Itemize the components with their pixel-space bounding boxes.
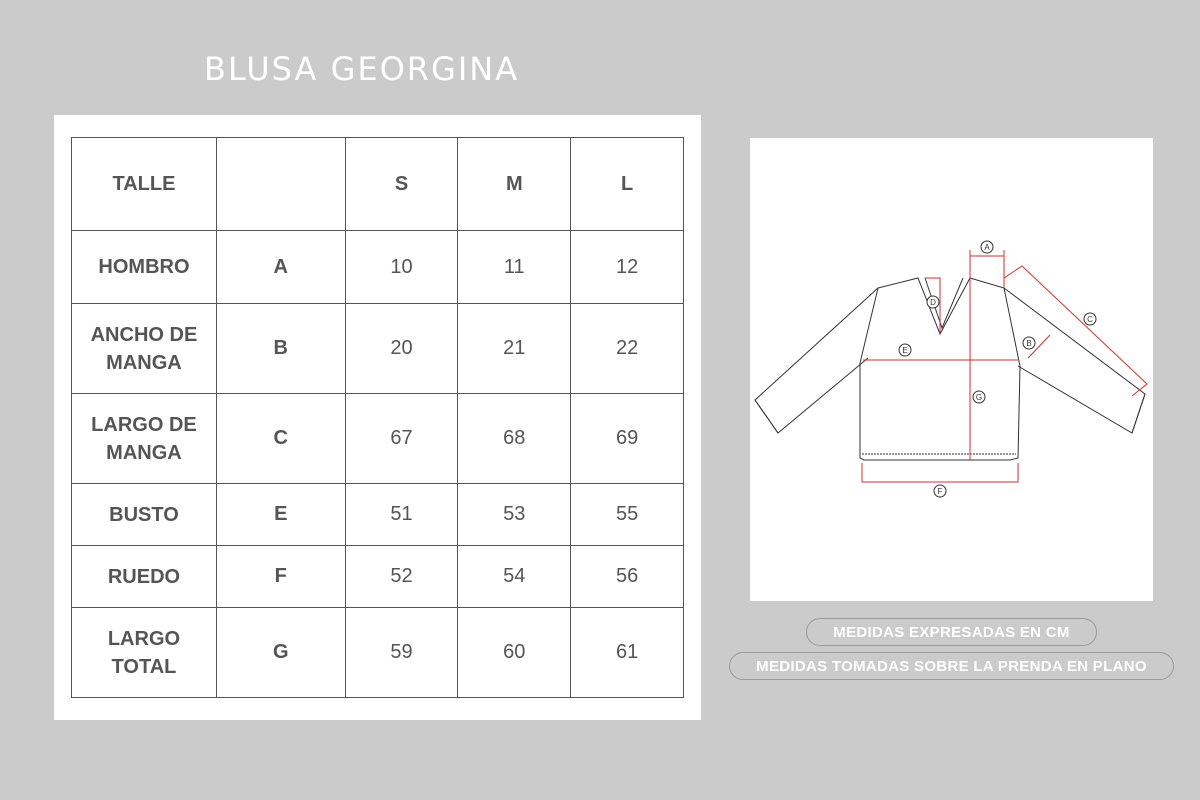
- cell-m: 68: [458, 394, 571, 484]
- cell-l: 12: [571, 231, 684, 304]
- cell-s: 59: [345, 608, 458, 698]
- cell-m: 11: [458, 231, 571, 304]
- note-units-badge: MEDIDAS EXPRESADAS EN CM: [806, 618, 1097, 646]
- row-label: RUEDO: [72, 546, 217, 608]
- row-label-text: LARGO TOTAL: [107, 627, 181, 678]
- svg-text:C: C: [1087, 315, 1093, 324]
- cell-m: 60: [458, 608, 571, 698]
- svg-text:B: B: [1026, 339, 1032, 348]
- table-row: [72, 231, 684, 304]
- row-label: [72, 394, 217, 484]
- svg-text:G: G: [975, 393, 983, 402]
- size-table-card: [54, 115, 701, 720]
- row-code: A: [216, 231, 345, 304]
- cell-s: 20: [345, 304, 458, 394]
- row-code: F: [216, 546, 345, 608]
- cell-l: 56: [571, 546, 684, 608]
- cell-s: 10: [345, 231, 458, 304]
- table-row: [72, 608, 684, 698]
- marker-e: [899, 344, 911, 356]
- garment-diagram-card: [750, 138, 1153, 601]
- marker-d: [927, 296, 939, 308]
- row-label: [72, 608, 217, 698]
- cell-l: 69: [571, 394, 684, 484]
- header-size-s: S: [345, 138, 458, 231]
- svg-text:F: F: [937, 487, 943, 496]
- measure-markers: [899, 241, 1096, 497]
- row-label: HOMBRO: [72, 231, 217, 304]
- row-code: B: [216, 304, 345, 394]
- page-title: BLUSA GEORGINA: [204, 50, 520, 88]
- cell-s: 67: [345, 394, 458, 484]
- blouse-outline: [755, 278, 1145, 460]
- row-code: G: [216, 608, 345, 698]
- marker-c: [1084, 313, 1096, 325]
- marker-a: [981, 241, 993, 253]
- size-table: [71, 137, 684, 698]
- table-row: [72, 546, 684, 608]
- svg-text:A: A: [984, 243, 990, 252]
- cell-m: 21: [458, 304, 571, 394]
- cell-m: 54: [458, 546, 571, 608]
- header-code: [216, 138, 345, 231]
- table-row: [72, 484, 684, 546]
- cell-l: 22: [571, 304, 684, 394]
- header-size-m: M: [458, 138, 571, 231]
- note-flat-badge: MEDIDAS TOMADAS SOBRE LA PRENDA EN PLANO: [729, 652, 1174, 680]
- row-label-text: LARGO DE MANGA: [91, 413, 197, 464]
- measure-lines: [862, 250, 1147, 482]
- cell-l: 61: [571, 608, 684, 698]
- marker-g: [973, 391, 985, 403]
- marker-f: [934, 485, 946, 497]
- marker-b: [1023, 337, 1035, 349]
- header-size-l: L: [571, 138, 684, 231]
- table-header-row: [72, 138, 684, 231]
- header-talle: TALLE: [72, 138, 217, 231]
- cell-l: 55: [571, 484, 684, 546]
- svg-text:D: D: [930, 298, 936, 307]
- row-label: BUSTO: [72, 484, 217, 546]
- cell-s: 52: [345, 546, 458, 608]
- blouse-diagram: [750, 138, 1153, 601]
- table-row: [72, 394, 684, 484]
- row-label-text: ANCHO DE MANGA: [90, 323, 198, 374]
- cell-s: 51: [345, 484, 458, 546]
- svg-text:E: E: [902, 346, 908, 355]
- row-code: E: [216, 484, 345, 546]
- row-code: C: [216, 394, 345, 484]
- cell-m: 53: [458, 484, 571, 546]
- table-row: [72, 304, 684, 394]
- row-label: [72, 304, 217, 394]
